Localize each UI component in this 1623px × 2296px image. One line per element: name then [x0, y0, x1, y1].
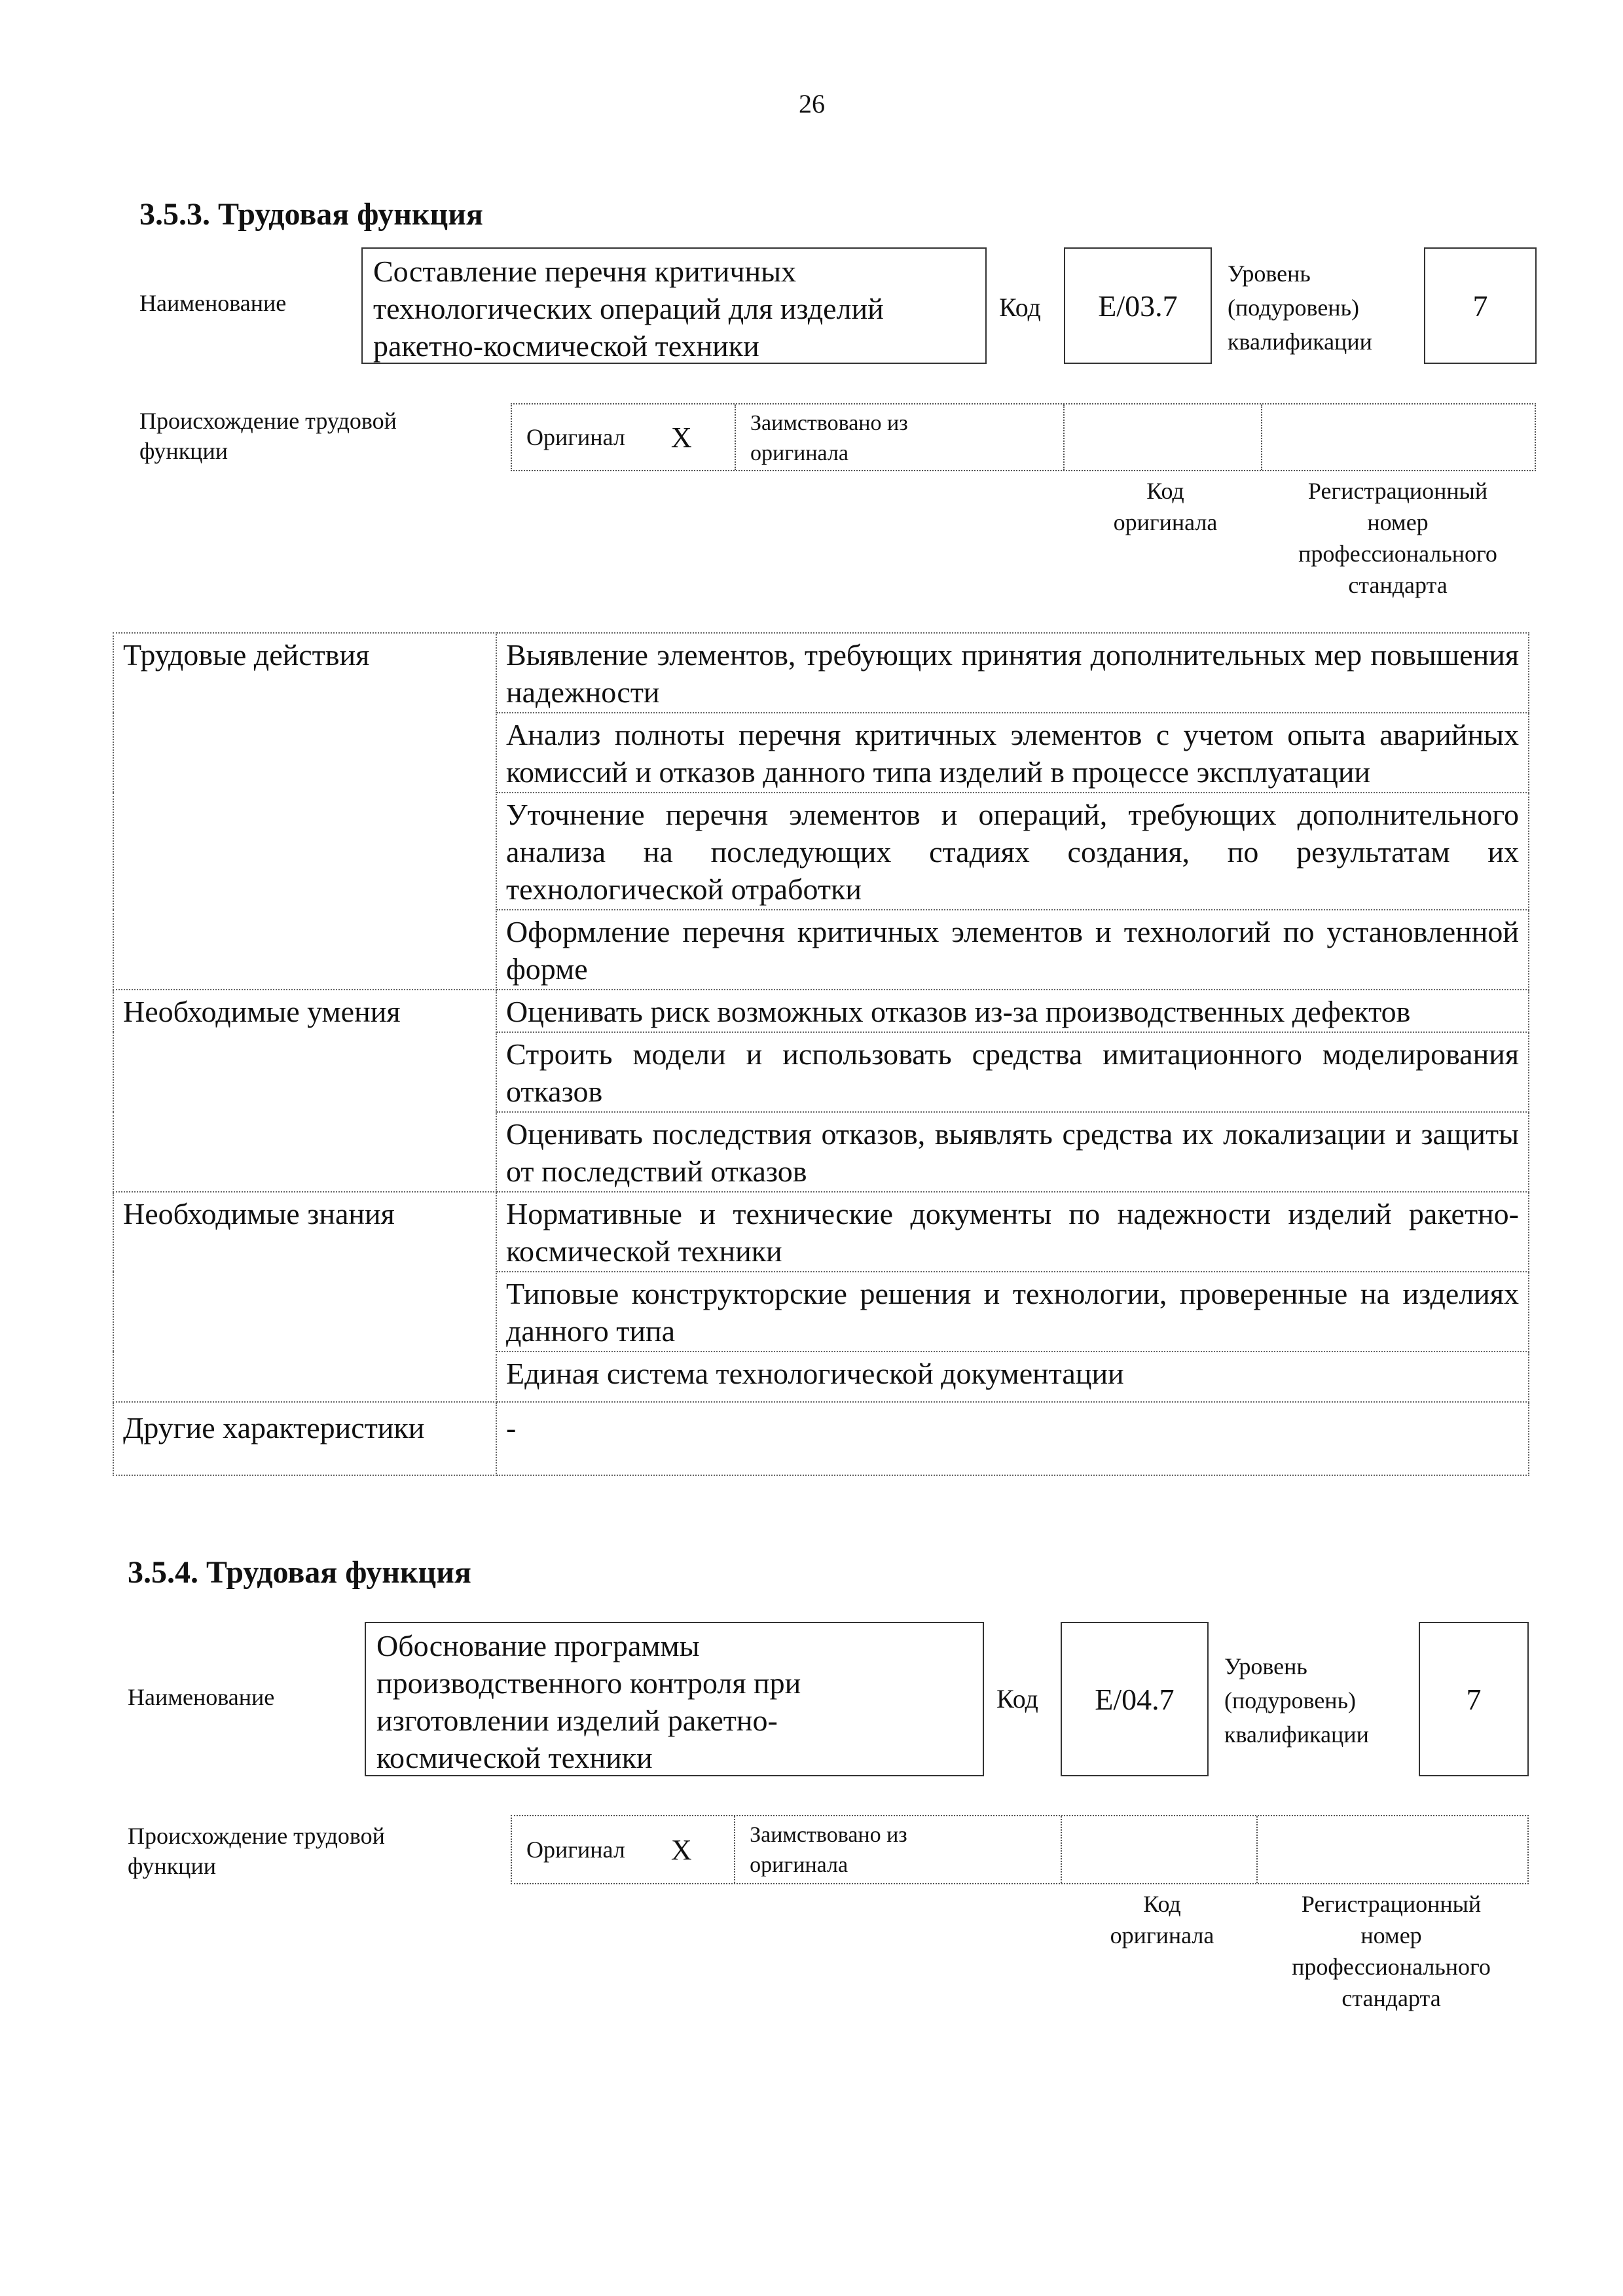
skill-item: Строить модели и использовать средства имитационного моделирования отказов	[496, 1032, 1529, 1112]
other-label: Другие характеристики	[113, 1402, 496, 1475]
original-code-cell	[1062, 1816, 1258, 1883]
origin-label-353	[139, 406, 397, 466]
level-label-line: (подуровень)	[1228, 295, 1359, 321]
skill-item: Оценивать последствия отказов, выявлять средства их локализации и защиты от последствий отказов	[496, 1112, 1529, 1192]
qualification-level: 7	[1472, 289, 1488, 323]
level-box-353	[1424, 247, 1537, 364]
other-value: -	[496, 1402, 1529, 1475]
function-code: E/03.7	[1098, 289, 1178, 323]
original-label: Оригинал	[526, 424, 625, 450]
labor-function-table	[113, 632, 1529, 1476]
table-row	[113, 990, 1529, 1032]
page-number: 26	[799, 89, 825, 118]
caption-line: профессионального	[1292, 1954, 1491, 1980]
function-name-box-353	[361, 247, 987, 364]
level-label-line: Уровень	[1228, 260, 1311, 287]
original-mark: X	[670, 421, 692, 454]
original-code-cell	[1065, 404, 1262, 470]
function-name-line: космической техники	[376, 1741, 653, 1774]
knowledge-item: Типовые конструкторские решения и технологии, проверенные на изделиях данного типа	[496, 1272, 1529, 1352]
origin-row-353	[511, 403, 1536, 471]
code-label-353: Код	[999, 293, 1041, 322]
actions-label: Трудовые действия	[113, 633, 496, 990]
borrowed-label-line: оригинала	[750, 441, 848, 465]
action-item: Выявление элементов, требующих принятия дополнительных мер повышения надежности	[496, 633, 1529, 713]
action-item: Уточнение перечня элементов и операций, требующих дополнительного анализа на последующих стадиях создания, по результатам их технологической отработки	[496, 793, 1529, 910]
level-label-line: квалификации	[1224, 1721, 1369, 1748]
knowledge-item: Нормативные и технические документы по надежности изделий ракетно-космической техники	[496, 1192, 1529, 1272]
function-code: E/04.7	[1095, 1682, 1175, 1716]
qualification-level: 7	[1466, 1682, 1482, 1716]
function-name-box-354	[365, 1622, 984, 1776]
original-label: Оригинал	[526, 1837, 625, 1863]
name-label-354: Наименование	[128, 1684, 275, 1710]
borrowed-cell	[736, 404, 1065, 470]
reg-number-cell	[1262, 404, 1535, 470]
origin-label-line: Происхождение трудовой	[139, 408, 397, 434]
table-row	[113, 633, 1529, 713]
name-label-353: Наименование	[139, 290, 287, 316]
level-label-line: (подуровень)	[1224, 1687, 1356, 1713]
skills-label: Необходимые умения	[113, 990, 496, 1192]
reg-number-caption-353	[1260, 475, 1535, 601]
action-item: Оформление перечня критичных элементов и технологий по установленной форме	[496, 910, 1529, 990]
caption-line: профессионального	[1298, 541, 1497, 567]
caption-line: Регистрационный	[1307, 478, 1488, 504]
caption-line: оригинала	[1113, 509, 1218, 535]
level-label-354	[1224, 1649, 1369, 1751]
reg-number-caption-354	[1254, 1888, 1529, 2014]
origin-row-354	[511, 1815, 1529, 1884]
reg-number-cell	[1258, 1816, 1527, 1883]
function-name-line: Составление перечня критичных	[373, 255, 797, 288]
caption-line: номер	[1367, 509, 1429, 535]
function-name-line: ракетно-космической техники	[373, 329, 759, 363]
original-cell	[512, 404, 736, 470]
section-title-354: 3.5.4. Трудовая функция	[128, 1555, 471, 1590]
caption-line: Код	[1146, 478, 1184, 504]
borrowed-label-line: оригинала	[750, 1853, 848, 1877]
level-box-354	[1419, 1622, 1529, 1776]
table-row	[113, 1402, 1529, 1475]
origin-label-line: Происхождение трудовой	[128, 1823, 385, 1849]
level-label-line: Уровень	[1224, 1653, 1307, 1679]
code-original-caption-353	[1067, 475, 1264, 538]
skill-item: Оценивать риск возможных отказов из-за производственных дефектов	[496, 990, 1529, 1032]
function-name-line: изготовлении изделий ракетно-	[376, 1704, 778, 1737]
caption-line: стандарта	[1341, 1985, 1441, 2011]
code-label-354: Код	[996, 1684, 1038, 1713]
level-label-353	[1228, 257, 1372, 359]
caption-line: номер	[1360, 1922, 1422, 1948]
origin-label-354	[128, 1821, 385, 1881]
caption-line: оригинала	[1110, 1922, 1214, 1948]
original-cell	[512, 1816, 735, 1883]
knowledge-label: Необходимые знания	[113, 1192, 496, 1402]
knowledge-item: Единая система технологической документации	[496, 1352, 1529, 1402]
borrowed-label-line: Заимствовано из	[750, 1823, 907, 1847]
borrowed-cell	[735, 1816, 1062, 1883]
origin-label-line: функции	[139, 438, 228, 464]
borrowed-label-line: Заимствовано из	[750, 411, 908, 435]
code-box-353	[1064, 247, 1212, 364]
function-name-line: технологических операций для изделий	[373, 292, 884, 325]
code-original-caption-354	[1064, 1888, 1260, 1951]
function-name-line: производственного контроля при	[376, 1666, 801, 1700]
action-item: Анализ полноты перечня критичных элементов с учетом опыта аварийных комиссий и отказов данного типа изделий в процессе эксплуатации	[496, 713, 1529, 793]
section-title-353: 3.5.3. Трудовая функция	[139, 197, 483, 232]
caption-line: стандарта	[1348, 572, 1448, 598]
original-mark: X	[670, 1833, 692, 1866]
code-box-354	[1061, 1622, 1209, 1776]
caption-line: Код	[1143, 1891, 1181, 1917]
origin-label-line: функции	[128, 1853, 216, 1879]
caption-line: Регистрационный	[1301, 1891, 1482, 1917]
function-name-line: Обоснование программы	[376, 1629, 700, 1662]
level-label-line: квалификации	[1228, 329, 1372, 355]
table-row	[113, 1192, 1529, 1272]
